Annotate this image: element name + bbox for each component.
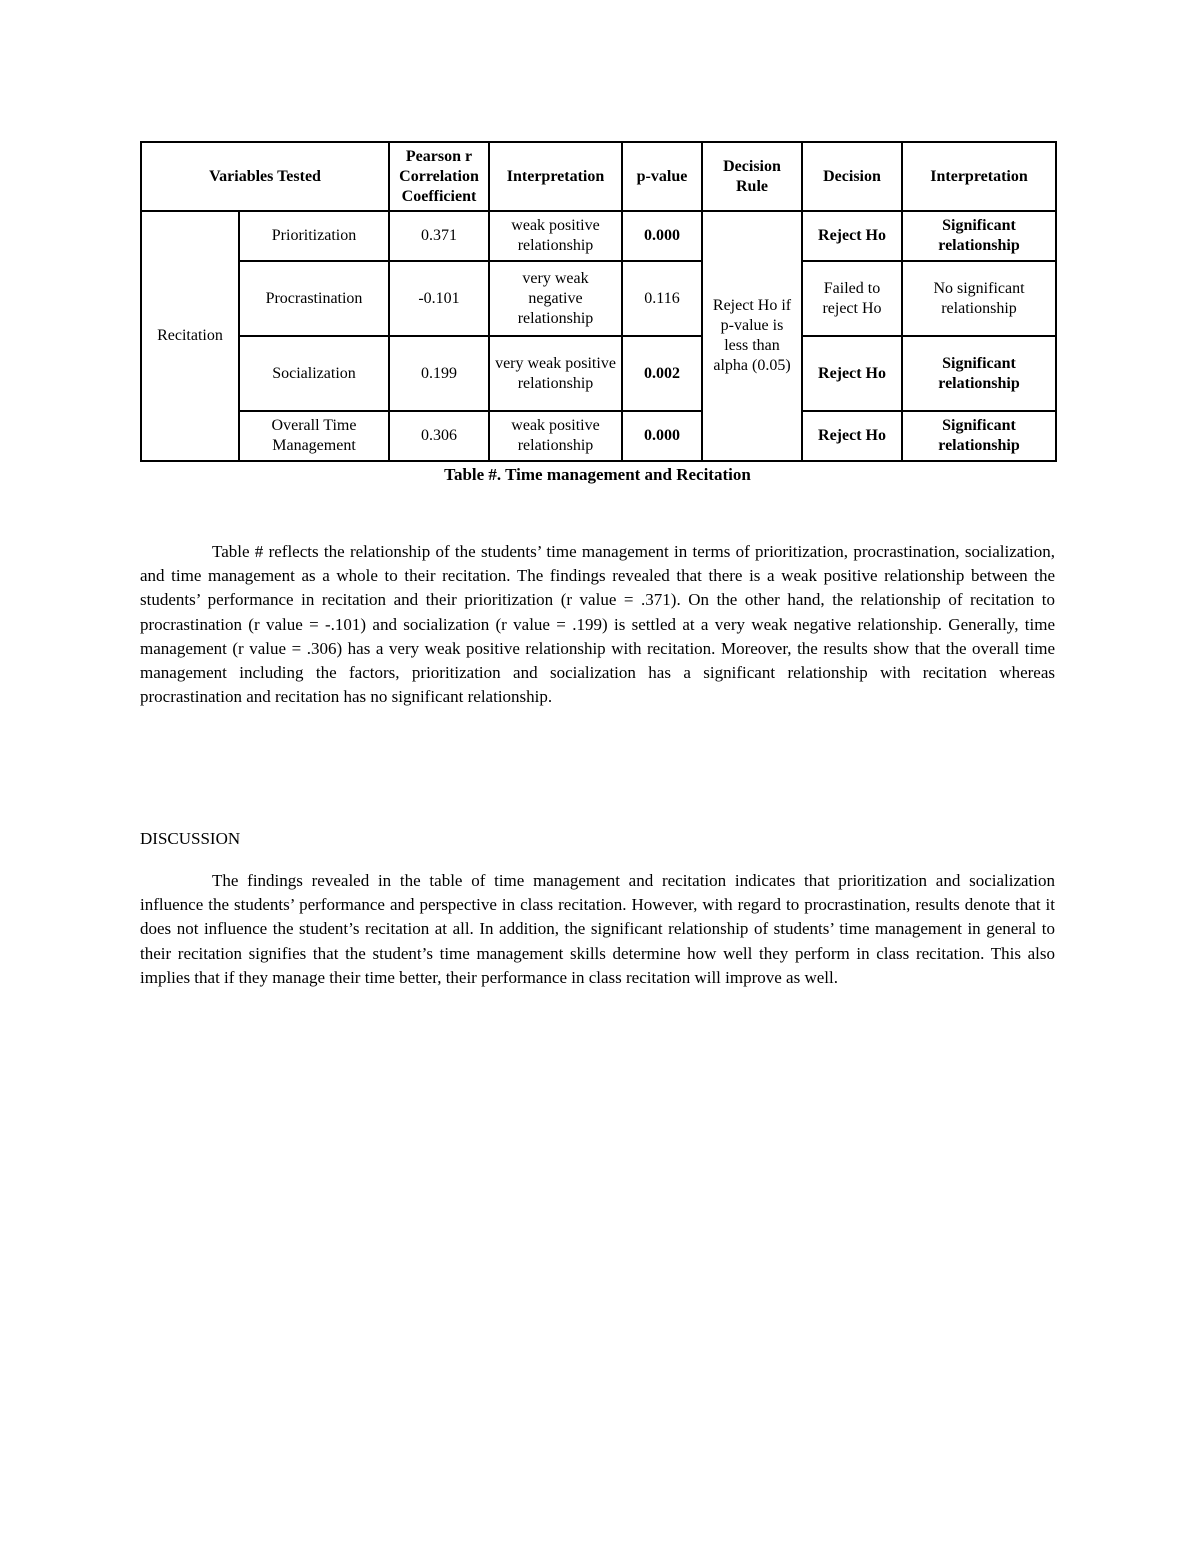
result-cell: No significant relationship (902, 261, 1056, 336)
r-cell: 0.371 (389, 211, 489, 261)
interpretation-cell: very weak positive relationship (489, 336, 622, 411)
p-value-cell: 0.002 (622, 336, 702, 411)
header-interpretation: Interpretation (489, 142, 622, 211)
header-decision: Decision (802, 142, 902, 211)
table-row (141, 261, 1056, 336)
decision-rule-cell: Reject Ho if p-value is less than alpha (0.05) (702, 211, 802, 461)
decision-cell: Reject Ho (802, 336, 902, 411)
variable-cell: Socialization (239, 336, 389, 411)
interpretation-cell: very weak negative relationship (489, 261, 622, 336)
r-cell: 0.306 (389, 411, 489, 461)
header-pearson: Pearson r Correlation Coefficient (389, 142, 489, 211)
header-p-value: p-value (622, 142, 702, 211)
table-header-row (141, 142, 1056, 211)
table-caption: Table #. Time management and Recitation (444, 465, 751, 484)
variable-cell: Overall Time Management (239, 411, 389, 461)
table-row (141, 411, 1056, 461)
group-label: Recitation (141, 211, 239, 461)
table-row (141, 211, 1056, 261)
results-table (140, 141, 1057, 462)
decision-cell: Reject Ho (802, 411, 902, 461)
result-cell: Significant relationship (902, 211, 1056, 261)
p-value-cell: 0.000 (622, 211, 702, 261)
p-value-cell: 0.116 (622, 261, 702, 336)
discussion-paragraph: The findings revealed in the table of time management and recitation indicates that prioritization and socialization influence the students’ performance and perspective in class recitation. However, with regard to procrastination, results denote that it does not influence the student’s recitation at all. In addition, the significant relationship of students’ time management in general to their recitation signifies that the student’s time management skills determine how well they perform in class recitation. This also implies that if they manage their time better, their performance in class recitation will improve as well. (140, 871, 1055, 987)
header-interpretation-2: Interpretation (902, 142, 1056, 211)
result-cell: Significant relationship (902, 411, 1056, 461)
interpretation-cell: weak positive relationship (489, 411, 622, 461)
decision-cell: Reject Ho (802, 211, 902, 261)
r-cell: 0.199 (389, 336, 489, 411)
p-value-cell: 0.000 (622, 411, 702, 461)
header-variables-tested: Variables Tested (141, 142, 389, 211)
results-paragraph: Table # reflects the relationship of the students’ time management in terms of prioritization, procrastination, socialization, and time management as a whole to their recitation. The findings revealed that there is a weak positive relationship between the students’ performance in recitation and their prioritization (r value = .371). On the other hand, the relationship of recitation to procrastination (r value = -.101) and socialization (r value = .199) is settled at a very weak negative relationship. Generally, time management (r value = .306) has a very weak positive relationship with recitation. Moreover, the results show that the overall time management including the factors, prioritization and socialization has a significant relationship with recitation whereas procrastination and recitation has no significant relationship. (140, 542, 1055, 707)
header-decision-rule: Decision Rule (702, 142, 802, 211)
result-cell: Significant relationship (902, 336, 1056, 411)
table-row (141, 336, 1056, 411)
discussion-heading: DISCUSSION (140, 829, 241, 848)
variable-cell: Procrastination (239, 261, 389, 336)
document-page (140, 141, 1055, 987)
variable-cell: Prioritization (239, 211, 389, 261)
r-cell: -0.101 (389, 261, 489, 336)
interpretation-cell: weak positive relationship (489, 211, 622, 261)
decision-cell: Failed to reject Ho (802, 261, 902, 336)
